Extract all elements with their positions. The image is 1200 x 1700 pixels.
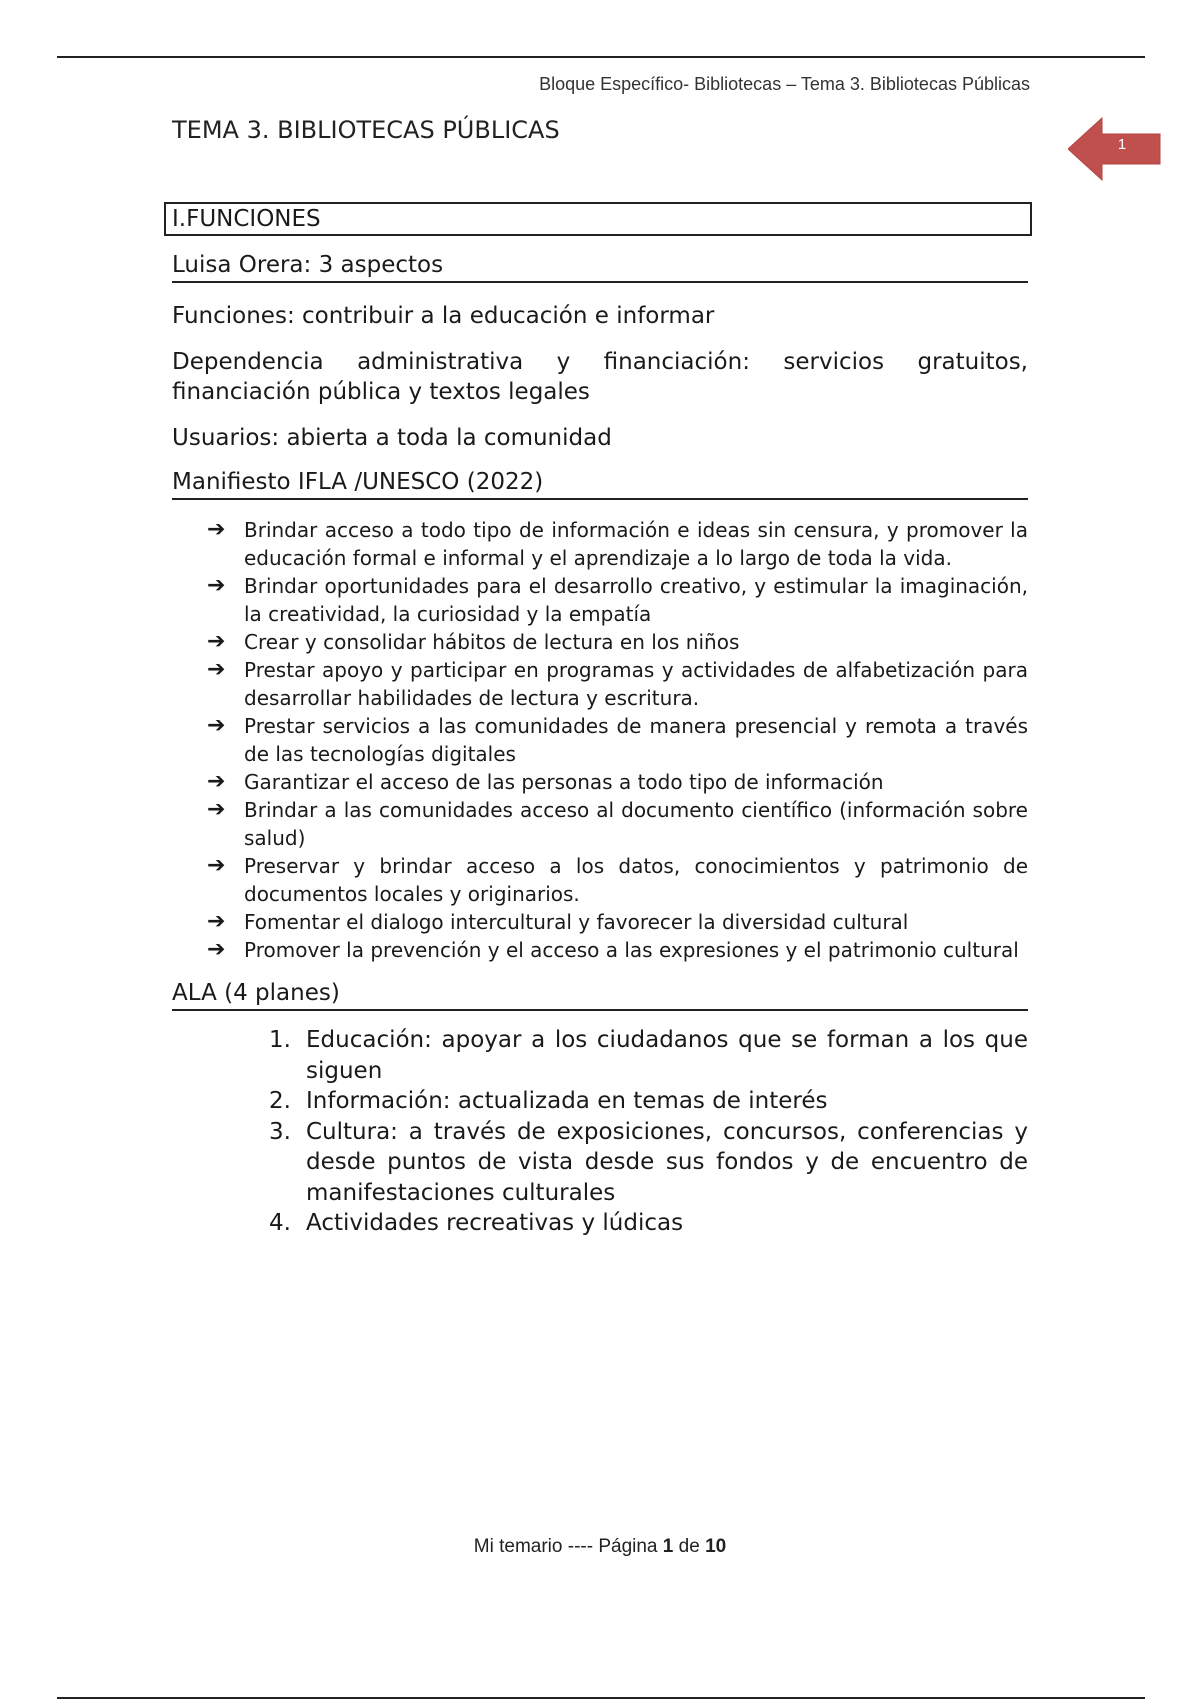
list-item — [207, 712, 1028, 768]
list-item — [207, 908, 1028, 936]
top-rule — [57, 56, 1145, 58]
page-footer — [0, 1536, 1200, 1558]
list-item-text: Actividades recreativas y lúdicas — [306, 1210, 684, 1236]
list-item-text: Brindar oportunidades para el desarrollo creativo, y estimular la imaginación, la creatividad, la curiosidad y la empatía — [244, 574, 1028, 626]
list-item — [207, 516, 1028, 572]
orera-paragraph: Dependencia administrativa y financiación: servicios gratuitos, financiación pública y textos legales — [172, 349, 1028, 405]
section-heading: I.FUNCIONES — [164, 202, 1032, 236]
arrow-right-icon: ➔ — [207, 657, 226, 682]
list-item — [207, 656, 1028, 712]
list-item-text: Prestar servicios a las comunidades de manera presencial y remota a través de las tecnologías digitales — [244, 714, 1028, 766]
orera-paragraph: Funciones: contribuir a la educación e informar — [172, 303, 715, 329]
list-item-text: Prestar apoyo y participar en programas y actividades de alfabetización para desarrollar habilidades de lectura y escritura. — [244, 658, 1028, 710]
arrow-right-icon: ➔ — [207, 769, 226, 794]
orera-paragraph: Usuarios: abierta a toda la comunidad — [172, 425, 612, 451]
list-item — [207, 768, 1028, 796]
list-item — [269, 1086, 1028, 1117]
ala-heading: ALA (4 planes) — [172, 978, 1028, 1011]
list-item-text: Garantizar el acceso de las personas a todo tipo de información — [244, 770, 884, 794]
manifesto-heading: Manifiesto IFLA /UNESCO (2022) — [172, 467, 1028, 500]
footer-prefix: Mi temario ---- Página — [473, 1536, 663, 1557]
list-item-number: 4. — [269, 1210, 291, 1236]
list-item-text: Información: actualizada en temas de interés — [306, 1088, 828, 1114]
list-item — [207, 852, 1028, 908]
list-item — [207, 572, 1028, 628]
list-item-number: 1. — [269, 1027, 291, 1053]
list-item-text: Crear y consolidar hábitos de lectura en los niños — [244, 630, 740, 654]
list-item-text: Preservar y brindar acceso a los datos, conocimientos y patrimonio de documentos locales y originarios. — [244, 854, 1028, 906]
footer-middle: de — [673, 1536, 706, 1557]
list-item — [207, 796, 1028, 852]
list-item-number: 3. — [269, 1118, 291, 1145]
list-item-text: Cultura: a través de exposiciones, concursos, conferencias y desde puntos de vista desde sus fondos y de encuentro de manifestaciones culturales — [306, 1118, 1028, 1206]
orera-heading: Luisa Orera: 3 aspectos — [172, 250, 1028, 283]
list-item — [269, 1208, 1028, 1239]
running-header: Bloque Específico- Bibliotecas – Tema 3. Bibliotecas Públicas — [539, 74, 1030, 94]
bottom-rule — [57, 1697, 1145, 1699]
document-body — [172, 202, 1028, 1239]
arrow-right-icon: ➔ — [207, 797, 226, 822]
list-item — [269, 1025, 1028, 1086]
list-item — [207, 628, 1028, 656]
arrow-right-icon: ➔ — [207, 937, 226, 962]
arrow-right-icon: ➔ — [207, 853, 226, 878]
list-item-text: Educación: apoyar a los ciudadanos que se forman a los que siguen — [306, 1027, 1028, 1084]
list-item — [207, 936, 1028, 964]
list-item-text: Fomentar el dialogo intercultural y favorecer la diversidad cultural — [244, 910, 909, 934]
page-number-badge — [1068, 116, 1164, 182]
page-number-badge-label: 1 — [1117, 136, 1127, 153]
arrow-right-icon: ➔ — [207, 573, 226, 598]
arrow-right-icon: ➔ — [207, 629, 226, 654]
arrow-right-icon: ➔ — [207, 909, 226, 934]
footer-total-pages: 10 — [705, 1536, 727, 1557]
page-title: TEMA 3. BIBLIOTECAS PÚBLICAS — [172, 116, 560, 144]
arrow-right-icon: ➔ — [207, 713, 226, 738]
list-item-text: Brindar acceso a todo tipo de información e ideas sin censura, y promover la educación formal e informal y el aprendizaje a lo largo de toda la vida. — [244, 518, 1028, 570]
list-item-number: 2. — [269, 1088, 291, 1114]
list-item — [269, 1117, 1028, 1209]
arrow-right-icon: ➔ — [207, 517, 226, 542]
list-item-text: Brindar a las comunidades acceso al documento científico (información sobre salud) — [244, 798, 1028, 850]
ala-plans-list — [172, 1025, 1028, 1239]
manifesto-list — [172, 516, 1028, 964]
footer-current-page: 1 — [662, 1536, 674, 1557]
list-item-text: Promover la prevención y el acceso a las expresiones y el patrimonio cultural — [244, 938, 1019, 962]
